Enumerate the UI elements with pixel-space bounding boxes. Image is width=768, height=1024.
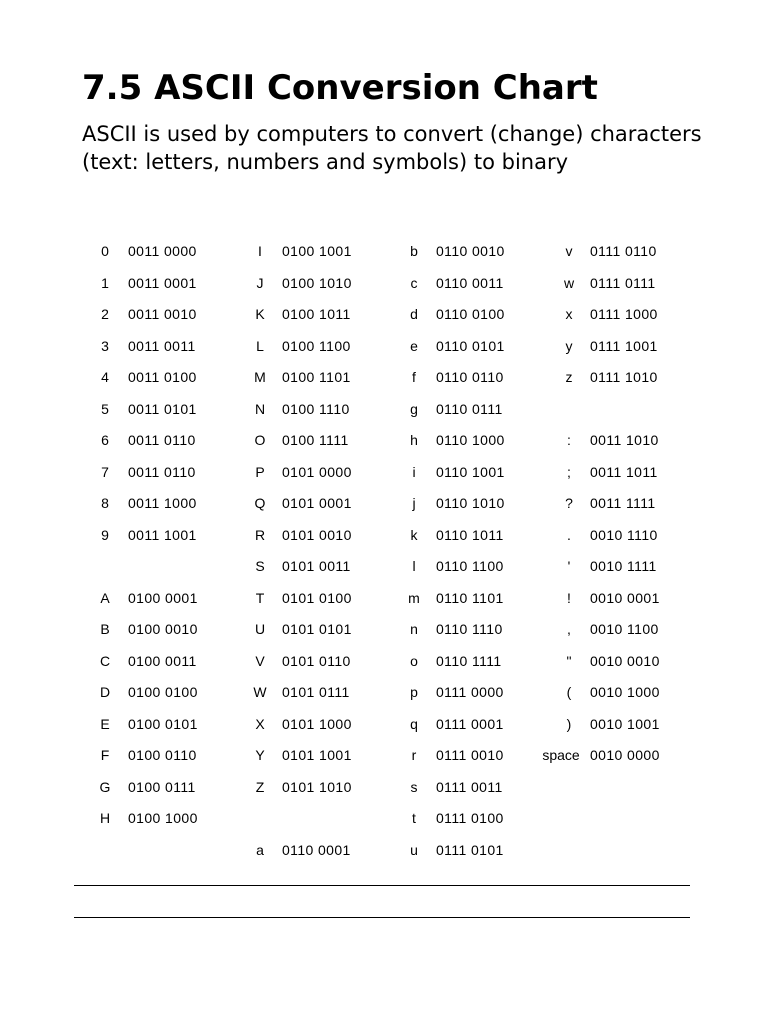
ascii-char: 0 [101,243,109,259]
ascii-char: W [253,684,267,700]
ascii-char: P [255,463,265,480]
binary-code: 0110 1000 [436,432,505,448]
binary-code: 0010 1000 [590,684,660,700]
binary-code: 0110 1011 [436,526,504,543]
binary-code: 0011 0001 [128,274,197,291]
ascii-char: X [255,715,265,732]
binary-code: 0101 0111 [282,684,350,700]
binary-code: 0101 0011 [282,558,351,574]
binary-code: 0011 1011 [590,463,658,480]
ascii-char: R [254,526,266,543]
binary-code: 0100 1000 [128,810,198,826]
ascii-char: 3 [101,337,109,354]
ascii-char: 7 [101,463,109,480]
answer-line [74,885,690,886]
binary-code: 0011 0000 [128,243,197,259]
binary-code: 0110 0101 [436,337,505,354]
binary-code: 0100 1111 [282,432,349,448]
ascii-char: q [410,715,418,732]
binary-code: 0101 0100 [282,589,352,606]
ascii-char: , [567,621,571,637]
binary-code: 0100 1110 [282,400,350,417]
binary-code: 0010 1111 [590,558,657,574]
binary-code: 0110 1010 [436,495,505,511]
binary-code: 0110 1101 [436,589,504,606]
binary-code: 0101 1010 [282,778,352,795]
binary-code: 0110 1001 [436,463,505,480]
ascii-char: : [567,432,571,448]
ascii-char: o [410,652,418,669]
ascii-char: u [410,841,418,858]
ascii-char: M [254,369,266,385]
ascii-char: 5 [101,400,109,417]
binary-code: 0100 0111 [128,778,196,795]
binary-code: 0111 0001 [436,715,504,732]
ascii-char: ' [567,558,571,574]
binary-code: 0101 0110 [282,652,351,669]
binary-code: 0110 0010 [436,243,505,259]
ascii-char: U [254,621,266,637]
binary-code: 0011 1111 [590,495,656,511]
ascii-char: w [563,274,575,291]
ascii-char: J [256,274,264,291]
ascii-char: j [412,495,416,511]
binary-code: 0101 0001 [282,495,352,511]
binary-code: 0010 0010 [590,652,660,669]
binary-code: 0010 1100 [590,621,659,637]
ascii-char: E [100,715,110,732]
binary-code: 0111 0101 [436,841,504,858]
ascii-char: T [255,589,265,606]
ascii-char: . [567,526,571,543]
binary-code: 0111 0110 [590,243,657,259]
binary-code: 0111 0011 [436,778,503,795]
ascii-char: F [100,747,110,763]
binary-code: 0110 1100 [436,558,504,574]
binary-code: 0100 0010 [128,621,198,637]
binary-code: 0111 1010 [590,369,658,385]
ascii-char: l [412,558,416,574]
ascii-char: x [565,306,573,322]
ascii-char: r [411,747,417,763]
binary-code: 0011 0010 [128,306,197,322]
ascii-char: s [410,778,418,795]
ascii-char: space [542,747,580,763]
ascii-char: d [410,306,418,322]
ascii-char: n [410,621,418,637]
binary-code: 0010 1001 [590,715,660,732]
ascii-char: e [410,337,418,354]
binary-code: 0100 1010 [282,274,352,291]
ascii-char: Q [254,495,266,511]
ascii-char: Z [255,778,265,795]
ascii-char: t [412,810,416,826]
binary-code: 0010 0001 [590,589,660,606]
binary-code: 0111 0000 [436,684,504,700]
ascii-char: v [565,243,573,259]
binary-code: 0011 1001 [128,526,197,543]
binary-code: 0111 1001 [590,337,658,354]
ascii-char: Y [255,747,265,763]
binary-code: 0010 1110 [590,526,658,543]
binary-code: 0011 0011 [128,337,196,354]
ascii-char: S [255,558,265,574]
ascii-char: I [258,243,262,259]
ascii-char: " [566,652,572,669]
ascii-char: i [412,463,416,480]
binary-code: 0111 0100 [436,810,504,826]
ascii-char: G [99,778,111,795]
binary-code: 0110 1110 [436,621,503,637]
ascii-char: D [99,684,111,700]
binary-code: 0011 0110 [128,432,196,448]
binary-code: 0011 0110 [128,463,196,480]
ascii-char: ) [566,715,572,732]
binary-code: 0100 1100 [282,337,351,354]
ascii-char: a [256,841,264,858]
ascii-char: 1 [101,274,109,291]
binary-code: 0110 0110 [436,369,504,385]
binary-code: 0011 0101 [128,400,197,417]
binary-code: 0101 0000 [282,463,352,480]
ascii-char: H [99,810,111,826]
binary-code: 0110 0111 [436,400,503,417]
binary-code: 0110 0001 [282,841,351,858]
binary-code: 0111 0111 [590,274,656,291]
ascii-char: L [256,337,264,354]
ascii-char: 9 [101,526,109,543]
ascii-char: A [100,589,110,606]
ascii-char: k [410,526,418,543]
ascii-char: K [255,306,265,322]
binary-code: 0100 0100 [128,684,198,700]
ascii-char: f [412,369,416,385]
ascii-char: V [255,652,265,669]
binary-code: 0011 1000 [128,495,197,511]
ascii-char: B [100,621,110,637]
binary-code: 0101 1001 [282,747,352,763]
ascii-char: N [254,400,266,417]
answer-line [74,917,690,918]
binary-code: 0111 0010 [436,747,504,763]
ascii-char: 4 [101,369,109,385]
binary-code: 0100 1011 [282,306,351,322]
binary-code: 0100 0110 [128,747,197,763]
binary-code: 0101 1000 [282,715,352,732]
binary-code: 0010 0000 [590,747,660,763]
ascii-char: ? [565,495,573,511]
ascii-char: p [410,684,418,700]
ascii-char: C [99,652,111,669]
binary-code: 0100 0001 [128,589,198,606]
intro-paragraph: ASCII is used by computers to convert (change) characters (text: letters, numbers and symbols) to binary [82,122,702,174]
binary-code: 0100 0101 [128,715,198,732]
binary-code: 0111 1000 [590,306,658,322]
ascii-char: z [565,369,573,385]
binary-code: 0011 1010 [590,432,659,448]
binary-code: 0100 1001 [282,243,352,259]
binary-code: 0100 1101 [282,369,351,385]
ascii-char: ! [567,589,571,606]
binary-code: 0101 0101 [282,621,352,637]
ascii-char: 2 [101,306,109,322]
ascii-char: y [565,337,573,354]
ascii-char: ( [566,684,572,700]
binary-code: 0110 0011 [436,274,504,291]
ascii-char: O [254,432,266,448]
ascii-char: ; [567,463,571,480]
ascii-char: c [410,274,418,291]
binary-code: 0011 0100 [128,369,197,385]
binary-code: 0100 0011 [128,652,197,669]
ascii-char: 6 [101,432,109,448]
page-title: 7.5 ASCII Conversion Chart [82,68,598,108]
ascii-char: 8 [101,495,109,511]
binary-code: 0110 0100 [436,306,505,322]
binary-code: 0110 1111 [436,652,502,669]
ascii-char: h [410,432,418,448]
binary-code: 0101 0010 [282,526,352,543]
ascii-char: b [410,243,418,259]
ascii-char: g [410,400,418,417]
ascii-char: m [408,589,420,606]
